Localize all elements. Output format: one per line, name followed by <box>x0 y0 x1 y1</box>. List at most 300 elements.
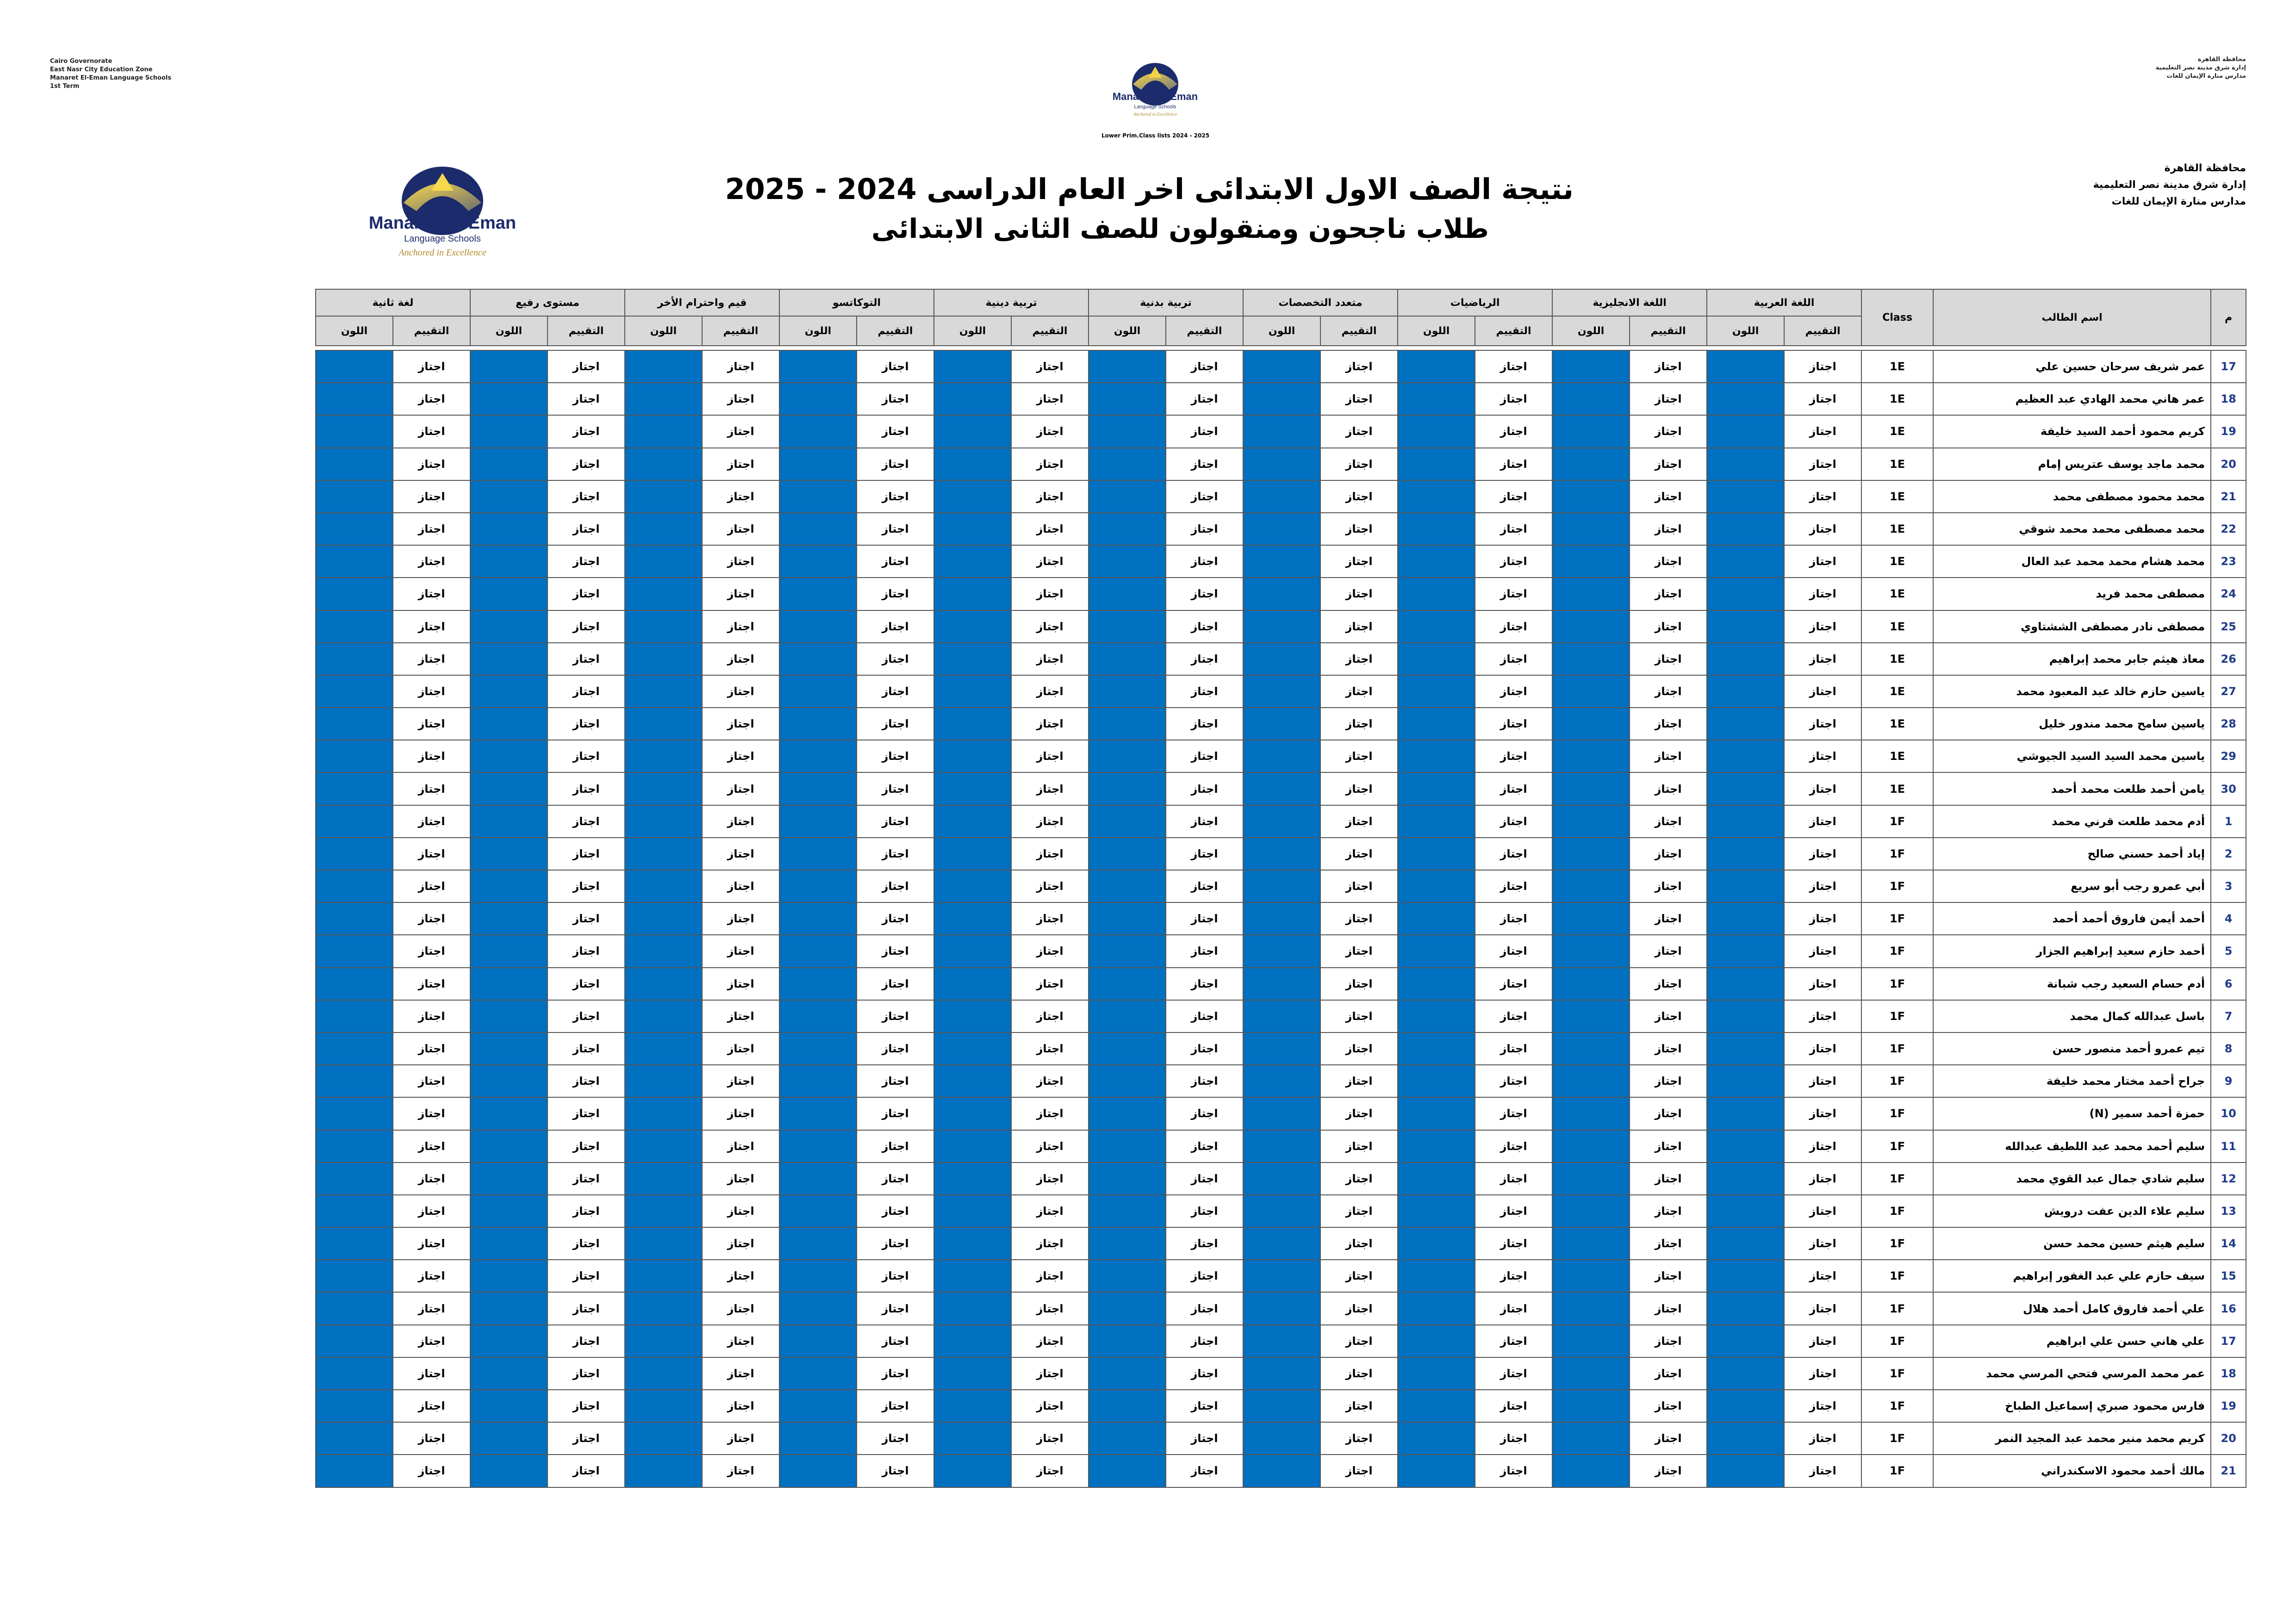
color-cell <box>934 1065 1011 1097</box>
color-cell <box>1707 1325 1784 1357</box>
color-cell <box>934 1260 1011 1292</box>
grade-cell: اجتاز <box>1475 1455 1552 1487</box>
grade-cell: اجتاز <box>1784 1227 1861 1260</box>
class-cell: 1F <box>1861 838 1933 870</box>
grade-cell: اجتاز <box>1166 513 1243 545</box>
color-cell <box>779 1390 857 1422</box>
spacer-cell <box>702 346 779 350</box>
color-cell <box>1707 1455 1784 1487</box>
column-header-number: م <box>2211 289 2246 346</box>
grade-cell: اجتاز <box>1630 578 1707 610</box>
grade-cell: اجتاز <box>857 902 934 935</box>
grade-cell: اجتاز <box>1320 1455 1398 1487</box>
color-cell <box>1707 1260 1784 1292</box>
grade-cell: اجتاز <box>857 1227 934 1260</box>
grade-cell: اجتاز <box>548 870 625 902</box>
table-row <box>316 1292 2246 1325</box>
grade-cell: اجتاز <box>548 902 625 935</box>
grade-cell: اجتاز <box>1166 708 1243 740</box>
grade-cell: اجتاز <box>393 448 470 480</box>
grade-cell: اجتاز <box>548 1227 625 1260</box>
color-cell <box>625 1130 702 1163</box>
color-cell <box>470 350 548 383</box>
subject-header: اللغة العربية <box>1707 289 1861 316</box>
grade-cell: اجتاز <box>1475 545 1552 578</box>
color-cell <box>1243 545 1320 578</box>
subject-header: متعدد التخصصات <box>1243 289 1398 316</box>
grade-cell: اجتاز <box>1784 1130 1861 1163</box>
spacer-cell <box>1707 346 1784 350</box>
grade-cell: اجتاز <box>548 1292 625 1325</box>
grade-cell: اجتاز <box>1784 1032 1861 1065</box>
grade-cell: اجتاز <box>548 805 625 838</box>
color-cell <box>316 1097 393 1130</box>
grade-cell: اجتاز <box>702 740 779 772</box>
grade-cell: اجتاز <box>1475 1325 1552 1357</box>
grade-cell: اجتاز <box>1320 1195 1398 1227</box>
grade-cell: اجتاز <box>702 1227 779 1260</box>
grade-cell: اجتاز <box>702 578 779 610</box>
color-cell <box>625 740 702 772</box>
spacer-cell <box>934 346 1011 350</box>
student-name-cell: ياسين حازم خالد عبد المعبود محمد <box>1933 675 2211 708</box>
color-cell <box>470 1422 548 1455</box>
grade-cell: اجتاز <box>393 578 470 610</box>
color-cell <box>779 415 857 448</box>
grade-cell: اجتاز <box>1475 1292 1552 1325</box>
grade-cell: اجتاز <box>1475 1163 1552 1195</box>
grade-cell: اجتاز <box>1630 935 1707 967</box>
grade-cell: اجتاز <box>857 610 934 643</box>
grade-cell: اجتاز <box>1784 708 1861 740</box>
grade-cell: اجتاز <box>1784 1357 1861 1390</box>
grade-cell: اجتاز <box>1475 708 1552 740</box>
student-name-cell: سليم أحمد محمد عبد اللطيف عبدالله <box>1933 1130 2211 1163</box>
grade-cell: اجتاز <box>1630 772 1707 805</box>
grade-cell: اجتاز <box>1011 1292 1089 1325</box>
grade-cell: اجتاز <box>857 708 934 740</box>
row-number-cell: 15 <box>2211 1260 2246 1292</box>
grade-cell: اجتاز <box>1011 1097 1089 1130</box>
grade-cell: اجتاز <box>548 480 625 513</box>
class-cell: 1E <box>1861 350 1933 383</box>
color-cell <box>1089 1195 1166 1227</box>
color-cell <box>1243 740 1320 772</box>
table-row <box>316 935 2246 967</box>
student-name-cell: أدم حسام السعيد رجب شبانة <box>1933 968 2211 1000</box>
grade-cell: اجتاز <box>1320 675 1398 708</box>
color-cell <box>1398 838 1475 870</box>
grade-cell: اجتاز <box>1320 1097 1398 1130</box>
grade-cell: اجتاز <box>702 448 779 480</box>
color-cell <box>1398 1292 1475 1325</box>
school-logo-small <box>1104 57 1206 131</box>
color-cell <box>316 675 393 708</box>
grade-cell: اجتاز <box>702 415 779 448</box>
grade-cell: اجتاز <box>548 448 625 480</box>
spacer-cell <box>1398 346 1475 350</box>
grade-cell: اجتاز <box>1784 350 1861 383</box>
grade-cell: اجتاز <box>1011 1260 1089 1292</box>
color-cell <box>1089 1097 1166 1130</box>
color-cell <box>1398 1325 1475 1357</box>
color-cell <box>470 708 548 740</box>
grade-cell: اجتاز <box>1630 1227 1707 1260</box>
student-name-cell: ياسين محمد السيد السيد الجيوشي <box>1933 740 2211 772</box>
color-cell <box>625 935 702 967</box>
grade-cell: اجتاز <box>1630 1000 1707 1032</box>
color-cell <box>316 838 393 870</box>
color-cell <box>316 1227 393 1260</box>
grade-cell: اجتاز <box>702 1195 779 1227</box>
grade-cell: اجتاز <box>548 838 625 870</box>
subheader-grade: التقييم <box>1011 316 1089 346</box>
grade-cell: اجتاز <box>548 1390 625 1422</box>
row-number-cell: 12 <box>2211 1163 2246 1195</box>
grade-cell: اجتاز <box>1320 1325 1398 1357</box>
student-name-cell: فارس محمود صبري إسماعيل الطباخ <box>1933 1390 2211 1422</box>
row-number-cell: 23 <box>2211 545 2246 578</box>
grade-cell: اجتاز <box>1784 1325 1861 1357</box>
color-cell <box>779 513 857 545</box>
grade-cell: اجتاز <box>393 383 470 415</box>
class-cell: 1F <box>1861 1422 1933 1455</box>
school-info-line: إدارة شرق مدينة نصر التعليمية <box>2093 179 2246 191</box>
class-lists-caption: Lower Prim.Class lists 2024 - 2025 <box>1101 132 1210 139</box>
color-cell <box>1243 1292 1320 1325</box>
row-number-cell: 8 <box>2211 1032 2246 1065</box>
grade-cell: اجتاز <box>1320 805 1398 838</box>
class-cell: 1F <box>1861 1065 1933 1097</box>
student-name-cell: كريم محمد منير محمد عبد المجيد النمر <box>1933 1422 2211 1455</box>
student-name-cell: يامن أحمد طلعت محمد أحمد <box>1933 772 2211 805</box>
class-cell: 1F <box>1861 1163 1933 1195</box>
grade-cell: اجتاز <box>548 935 625 967</box>
color-cell <box>934 448 1011 480</box>
color-cell <box>934 545 1011 578</box>
color-cell <box>934 838 1011 870</box>
grade-cell: اجتاز <box>393 1097 470 1130</box>
grade-cell: اجتاز <box>857 1130 934 1163</box>
color-cell <box>779 1292 857 1325</box>
color-cell <box>1089 578 1166 610</box>
color-cell <box>625 1260 702 1292</box>
grade-cell: اجتاز <box>1011 480 1089 513</box>
subheader-grade: التقييم <box>1630 316 1707 346</box>
grade-cell: اجتاز <box>1320 870 1398 902</box>
student-name-cell: سليم علاء الدين عفت درويش <box>1933 1195 2211 1227</box>
color-cell <box>934 415 1011 448</box>
spacer-cell <box>393 346 470 350</box>
color-cell <box>1243 838 1320 870</box>
color-cell <box>625 545 702 578</box>
color-cell <box>1552 1292 1630 1325</box>
grade-cell: اجتاز <box>1630 740 1707 772</box>
grade-cell: اجتاز <box>1784 1000 1861 1032</box>
row-number-cell: 10 <box>2211 1097 2246 1130</box>
student-name-cell: إياد أحمد حسني صالح <box>1933 838 2211 870</box>
grade-cell: اجتاز <box>1630 383 1707 415</box>
grade-cell: اجتاز <box>1630 513 1707 545</box>
grade-cell: اجتاز <box>1320 513 1398 545</box>
color-cell <box>470 1065 548 1097</box>
spacer-cell <box>1933 346 2211 350</box>
grade-cell: اجتاز <box>1475 1260 1552 1292</box>
color-cell <box>625 772 702 805</box>
color-cell <box>316 1195 393 1227</box>
grade-cell: اجتاز <box>702 1032 779 1065</box>
color-cell <box>1552 610 1630 643</box>
grade-cell: اجتاز <box>1166 383 1243 415</box>
grade-cell: اجتاز <box>1166 415 1243 448</box>
grade-cell: اجتاز <box>1166 805 1243 838</box>
subheader-grade: التقييم <box>548 316 625 346</box>
color-cell <box>625 708 702 740</box>
color-cell <box>1243 935 1320 967</box>
grade-cell: اجتاز <box>1475 1390 1552 1422</box>
grade-cell: اجتاز <box>1320 968 1398 1000</box>
color-cell <box>1707 740 1784 772</box>
grade-cell: اجتاز <box>1630 1163 1707 1195</box>
color-cell <box>934 480 1011 513</box>
grade-cell: اجتاز <box>1166 1032 1243 1065</box>
color-cell <box>1398 1455 1475 1487</box>
grade-cell: اجتاز <box>1630 350 1707 383</box>
grade-cell: اجتاز <box>1475 935 1552 967</box>
header-right-line: مدارس منارة الإيمان للغات <box>2166 73 2246 80</box>
color-cell <box>1089 610 1166 643</box>
color-cell <box>316 1032 393 1065</box>
grade-cell: اجتاز <box>857 1097 934 1130</box>
color-cell <box>1398 902 1475 935</box>
grade-cell: اجتاز <box>857 1455 934 1487</box>
class-cell: 1E <box>1861 675 1933 708</box>
grade-cell: اجتاز <box>702 545 779 578</box>
grade-cell: اجتاز <box>1784 643 1861 675</box>
color-cell <box>316 772 393 805</box>
color-cell <box>1089 772 1166 805</box>
grade-cell: اجتاز <box>1320 1292 1398 1325</box>
color-cell <box>1552 383 1630 415</box>
row-number-cell: 11 <box>2211 1130 2246 1163</box>
color-cell <box>316 805 393 838</box>
color-cell <box>1552 545 1630 578</box>
color-cell <box>1552 1422 1630 1455</box>
grade-cell: اجتاز <box>1630 415 1707 448</box>
spacer-cell <box>1552 346 1630 350</box>
grade-cell: اجتاز <box>393 1292 470 1325</box>
logo-name-text: Manaret EL Eman <box>368 213 516 233</box>
grade-cell: اجتاز <box>1166 448 1243 480</box>
class-cell: 1F <box>1861 902 1933 935</box>
color-cell <box>316 350 393 383</box>
color-cell <box>779 675 857 708</box>
color-cell <box>1398 1357 1475 1390</box>
color-cell <box>316 513 393 545</box>
subject-header: التوكاتسو <box>779 289 934 316</box>
grade-cell: اجتاز <box>702 1000 779 1032</box>
grade-cell: اجتاز <box>1784 968 1861 1000</box>
color-cell <box>316 902 393 935</box>
grade-cell: اجتاز <box>393 1163 470 1195</box>
grade-cell: اجتاز <box>857 1260 934 1292</box>
grade-cell: اجتاز <box>1630 675 1707 708</box>
color-cell <box>1552 708 1630 740</box>
color-cell <box>1398 480 1475 513</box>
grade-cell: اجتاز <box>1630 968 1707 1000</box>
grade-cell: اجتاز <box>1475 1195 1552 1227</box>
color-cell <box>625 1227 702 1260</box>
grade-cell: اجتاز <box>702 643 779 675</box>
grade-cell: اجتاز <box>702 513 779 545</box>
grade-cell: اجتاز <box>1784 610 1861 643</box>
row-number-cell: 28 <box>2211 708 2246 740</box>
color-cell <box>470 448 548 480</box>
color-cell <box>1707 350 1784 383</box>
grade-cell: اجتاز <box>548 1097 625 1130</box>
color-cell <box>934 902 1011 935</box>
subheader-color: اللون <box>1707 316 1784 346</box>
color-cell <box>1552 1227 1630 1260</box>
color-cell <box>934 1390 1011 1422</box>
grade-cell: اجتاز <box>857 1195 934 1227</box>
color-cell <box>470 805 548 838</box>
color-cell <box>1707 675 1784 708</box>
grade-cell: اجتاز <box>393 1455 470 1487</box>
color-cell <box>1552 415 1630 448</box>
color-cell <box>1398 1032 1475 1065</box>
color-cell <box>316 448 393 480</box>
student-name-cell: أبي عمرو رجب أبو سريع <box>1933 870 2211 902</box>
grade-cell: اجتاز <box>857 480 934 513</box>
header-row-subjects <box>316 289 2246 316</box>
grade-cell: اجتاز <box>1011 350 1089 383</box>
class-cell: 1F <box>1861 1032 1933 1065</box>
color-cell <box>1552 1357 1630 1390</box>
grade-cell: اجتاز <box>857 1000 934 1032</box>
grade-cell: اجتاز <box>393 740 470 772</box>
grade-cell: اجتاز <box>1475 740 1552 772</box>
color-cell <box>1552 838 1630 870</box>
grade-cell: اجتاز <box>1320 448 1398 480</box>
grade-cell: اجتاز <box>857 935 934 967</box>
color-cell <box>1707 448 1784 480</box>
color-cell <box>1398 708 1475 740</box>
color-cell <box>625 448 702 480</box>
color-cell <box>934 1163 1011 1195</box>
color-cell <box>1398 448 1475 480</box>
grade-cell: اجتاز <box>1320 578 1398 610</box>
logo-motto-text: Anchored in Excellence <box>398 248 486 258</box>
grade-cell: اجتاز <box>1630 545 1707 578</box>
table-row <box>316 740 2246 772</box>
color-cell <box>1398 1195 1475 1227</box>
grade-cell: اجتاز <box>1630 708 1707 740</box>
color-cell <box>1398 1390 1475 1422</box>
grade-cell: اجتاز <box>393 1195 470 1227</box>
subheader-color: اللون <box>1089 316 1166 346</box>
table-row <box>316 350 2246 383</box>
color-cell <box>779 350 857 383</box>
grade-cell: اجتاز <box>1475 1130 1552 1163</box>
grade-cell: اجتاز <box>548 415 625 448</box>
grade-cell: اجتاز <box>548 643 625 675</box>
color-cell <box>779 643 857 675</box>
grade-cell: اجتاز <box>1475 1422 1552 1455</box>
class-cell: 1E <box>1861 643 1933 675</box>
table-row <box>316 1195 2246 1227</box>
grade-cell: اجتاز <box>1011 805 1089 838</box>
grade-cell: اجتاز <box>393 1390 470 1422</box>
grade-cell: اجتاز <box>548 1260 625 1292</box>
grade-cell: اجتاز <box>1166 545 1243 578</box>
grade-cell: اجتاز <box>1166 935 1243 967</box>
grade-cell: اجتاز <box>1784 480 1861 513</box>
color-cell <box>1243 1000 1320 1032</box>
color-cell <box>1243 448 1320 480</box>
color-cell <box>1398 1000 1475 1032</box>
color-cell <box>934 1455 1011 1487</box>
table-row <box>316 1163 2246 1195</box>
spacer-cell <box>779 346 857 350</box>
grade-cell: اجتاز <box>1320 838 1398 870</box>
grade-cell: اجتاز <box>1320 1032 1398 1065</box>
grade-cell: اجتاز <box>548 1000 625 1032</box>
table-row <box>316 1325 2246 1357</box>
student-name-cell: أدم محمد طلعت قرني محمد <box>1933 805 2211 838</box>
color-cell <box>1398 1260 1475 1292</box>
color-cell <box>934 350 1011 383</box>
color-cell <box>779 383 857 415</box>
grade-cell: اجتاز <box>1011 902 1089 935</box>
color-cell <box>1089 1032 1166 1065</box>
grade-cell: اجتاز <box>393 1227 470 1260</box>
grade-cell: اجتاز <box>1320 480 1398 513</box>
color-cell <box>934 610 1011 643</box>
table-row <box>316 1260 2246 1292</box>
color-cell <box>1243 902 1320 935</box>
grade-cell: اجتاز <box>1630 1422 1707 1455</box>
color-cell <box>1398 968 1475 1000</box>
student-name-cell: مصطفى محمد فريد <box>1933 578 2211 610</box>
color-cell <box>625 805 702 838</box>
color-cell <box>1398 740 1475 772</box>
grade-cell: اجتاز <box>1166 870 1243 902</box>
color-cell <box>470 383 548 415</box>
color-cell <box>470 1097 548 1130</box>
grade-cell: اجتاز <box>393 968 470 1000</box>
color-cell <box>1398 1130 1475 1163</box>
color-cell <box>1089 1357 1166 1390</box>
row-number-cell: 6 <box>2211 968 2246 1000</box>
logo-name-text: Manaret EL Eman <box>1112 91 1198 102</box>
student-name-cell: عمر هاني محمد الهادي عبد العظيم <box>1933 383 2211 415</box>
logo-subtitle-text: Language Schools <box>404 234 481 244</box>
table-row <box>316 675 2246 708</box>
grade-cell: اجتاز <box>1320 1163 1398 1195</box>
results-table <box>315 289 2246 1488</box>
grade-cell: اجتاز <box>857 350 934 383</box>
grade-cell: اجتاز <box>1475 383 1552 415</box>
row-number-cell: 4 <box>2211 902 2246 935</box>
grade-cell: اجتاز <box>548 610 625 643</box>
table-row <box>316 1227 2246 1260</box>
color-cell <box>779 772 857 805</box>
table-row <box>316 610 2246 643</box>
color-cell <box>1089 902 1166 935</box>
class-cell: 1F <box>1861 1130 1933 1163</box>
row-number-cell: 18 <box>2211 383 2246 415</box>
